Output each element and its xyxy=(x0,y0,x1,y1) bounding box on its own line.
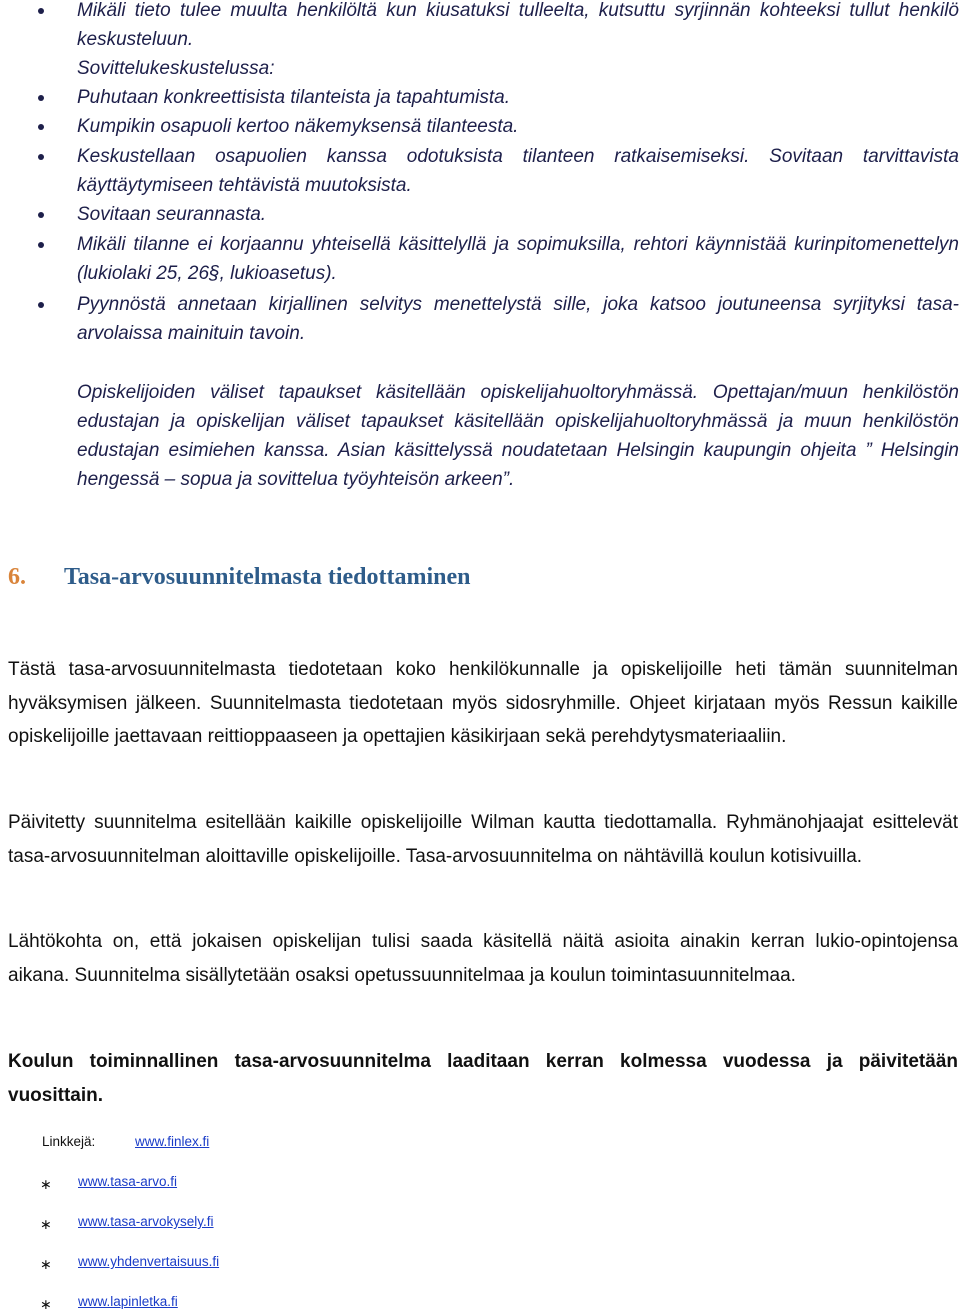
section-title: Tasa-arvosuunnitelmasta tiedottaminen xyxy=(64,564,471,590)
bullet-icon xyxy=(38,95,44,101)
bullet-item: Puhutaan konkreettisista tilanteista ja tapahtumista. xyxy=(77,87,511,108)
link-finlex[interactable]: www.finlex.fi xyxy=(135,1134,210,1149)
bullet-item: Mikäli tilanne ei korjaannu yhteisellä käsittelyllä ja sopimuksilla, rehtori käynnistää kurinpitomenettelyn (lukiolaki 25, 26§, lukioasetus). xyxy=(77,234,959,284)
link-tasa-arvokysely[interactable]: www.tasa-arvokysely.fi xyxy=(78,1214,214,1229)
bullet-item: Kumpikin osapuoli kertoo näkemyksensä tilanteesta. xyxy=(77,116,519,137)
paragraph: Päivitetty suunnitelma esitellään kaikille opiskelijoille Wilman kautta tiedottamalla. Ryhmänohjaajat esittelevät tasa-arvosuunnitelman aloittaville opiskelijoille. Tasa-arvosuunnitelma on nähtävillä koulun kotisivuilla. xyxy=(8,812,958,867)
bullet-icon xyxy=(38,8,44,14)
bold-paragraph: Koulun toiminnallinen tasa-arvosuunnitelma laaditaan kerran kolmessa vuodessa ja päivitetään vuosittain. xyxy=(8,1051,958,1106)
bullet-item: Sovitaan seurannasta. xyxy=(77,204,267,225)
asterisk-icon: ∗ xyxy=(40,1176,52,1192)
asterisk-icon: ∗ xyxy=(40,1296,52,1312)
bullet-icon xyxy=(38,302,44,308)
bullet-icon xyxy=(38,124,44,130)
sovittelu-subheading: Sovittelukeskustelussa: xyxy=(77,58,275,79)
section-number: 6. xyxy=(8,564,26,590)
section-heading xyxy=(8,564,470,591)
links-label: Linkkejä: xyxy=(42,1134,96,1149)
link-yhdenvertaisuus[interactable]: www.yhdenvertaisuus.fi xyxy=(78,1254,220,1269)
bullet-item: Pyynnöstä annetaan kirjallinen selvitys menettelystä sille, joka katsoo joutuneensa syrjityksi tasa-arvolaissa mainituin tavoin. xyxy=(77,294,959,344)
link-tasa-arvo[interactable]: www.tasa-arvo.fi xyxy=(78,1174,178,1189)
bullet-icon xyxy=(38,212,44,218)
asterisk-icon: ∗ xyxy=(40,1256,52,1272)
link-lapinletka[interactable]: www.lapinletka.fi xyxy=(78,1294,178,1309)
paragraph: Tästä tasa-arvosuunnitelmasta tiedotetaan koko henkilökunnalle ja opiskelijoille heti tämän suunnitelman hyväksymisen jälkeen. Suunnitelmasta tiedotetaan myös sidosryhmille. Ohjeet kirjataan myös Ressun kaikille opiskelijoille jaettavaan reittioppaaseen ja opettajien käsikirjaan sekä perehdytysmateriaaliin. xyxy=(8,659,958,747)
paragraph: Lähtökohta on, että jokaisen opiskelijan tulisi saada käsitellä näitä asioita ainakin kerran lukio-opintojensa aikana. Suunnitelma sisällytetään osaksi opetussuunnitelmaa ja koulun toimintasuunnitelmaa. xyxy=(8,931,958,986)
bullet-icon xyxy=(38,242,44,248)
bullet-item: Keskustellaan osapuolien kanssa odotuksista tilanteen ratkaisemiseksi. Sovitaan tarvittavista käyttäytymiseen tehtävistä muutoksista. xyxy=(77,146,959,196)
handling-note: Opiskelijoiden väliset tapaukset käsitellään opiskelijahuoltoryhmässä. Opettajan/muun henkilöstön edustajan ja opiskelijan väliset tapaukset käsitellään opiskelijahuoltoryhmässä ja muun henkilöstön edustajan esimiehen kanssa. Asian käsittelyssä noudatetaan Helsingin kaupungin ohjeita ” Helsingin hengessä – sopua ja sovittelua työyhteisön arkeen”. xyxy=(77,382,959,490)
bullet-item: Mikäli tieto tulee muulta henkilöltä kun kiusatuksi tulleelta, kutsuttu syrjinnän kohteeksi tullut henkilö keskusteluun. xyxy=(77,0,959,50)
bullet-icon xyxy=(38,154,44,160)
asterisk-icon: ∗ xyxy=(40,1216,52,1232)
